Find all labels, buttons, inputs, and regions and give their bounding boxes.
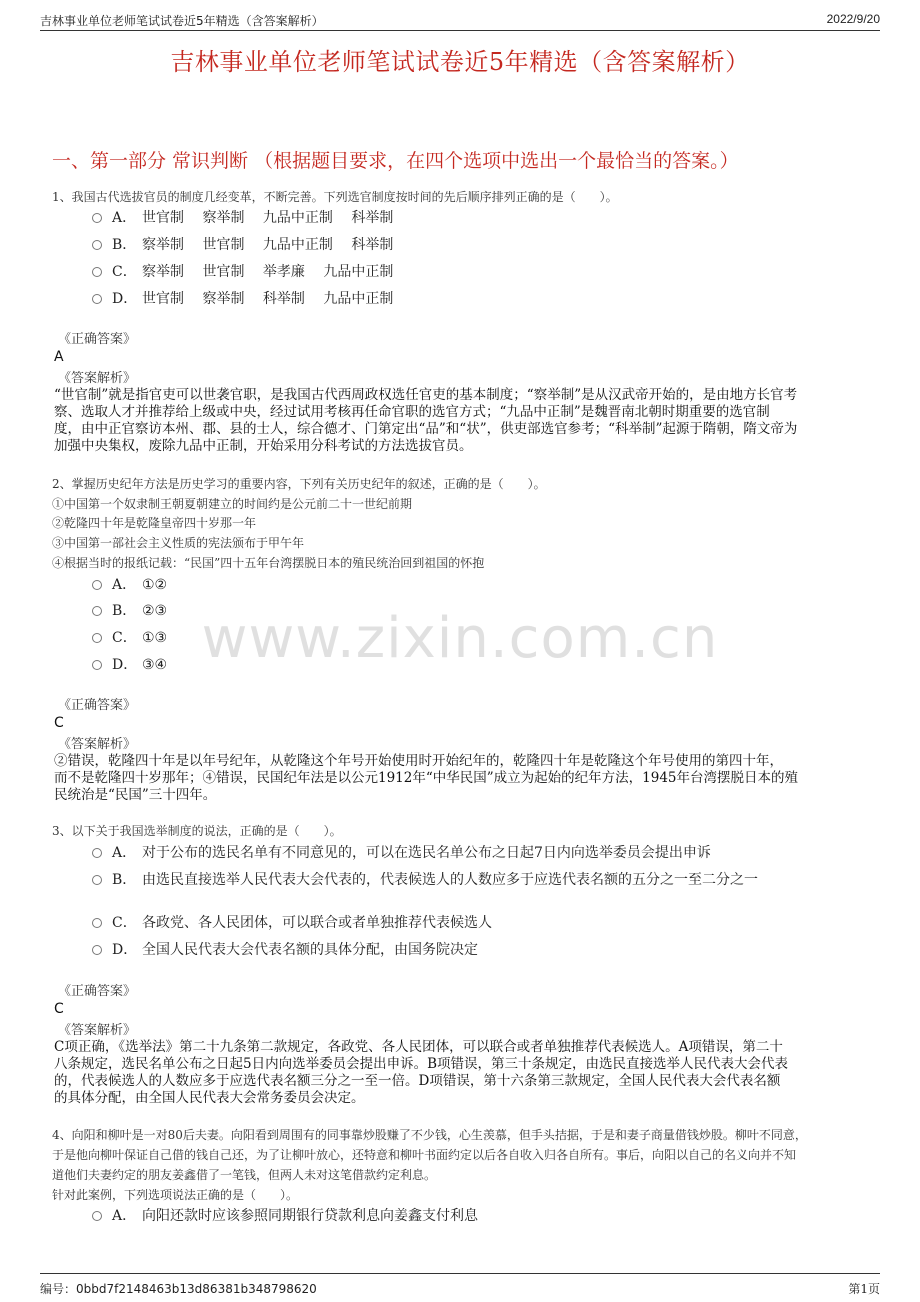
document-title: 吉林事业单位老师笔试试卷近5年精选（含答案解析）: [170, 48, 750, 76]
option-letter: D．: [112, 942, 138, 958]
explanation-line: 的具体分配，由全国人民代表大会常务委员会决定。: [54, 1090, 365, 1106]
question-stem-line: 针对此案例，下列选项说法正确的是（ ）。: [52, 1188, 299, 1202]
radio-icon[interactable]: [92, 875, 102, 885]
radio-icon[interactable]: [92, 945, 102, 955]
option-text: 察举制 世官制 九品中正制 科举制: [142, 237, 394, 253]
option-letter: A．: [112, 1208, 137, 1224]
option-c[interactable]: [92, 913, 492, 933]
option-letter: D．: [112, 657, 138, 673]
option-text: 由选民直接选举人民代表大会代表的，代表候选人的人数应多于应选代表名额的五分之一至二分之一: [142, 872, 758, 888]
radio-icon[interactable]: [92, 660, 102, 670]
explanation-line: 度，由中正官察访本州、郡、县的士人，综合德才、门第定出“品”和“状”，供吏部选官参考；“科举制”起源于隋朝，隋文帝为: [54, 421, 798, 437]
statement-item: ③中国第一部社会主义性质的宪法颁布于甲午年: [52, 536, 305, 550]
radio-icon[interactable]: [92, 633, 102, 643]
option-text: 向阳还款时应该参照同期银行贷款利息向姜鑫支付利息: [142, 1208, 478, 1224]
option-letter: A．: [112, 210, 137, 226]
header-doc-title: 吉林事业单位老师笔试试卷近5年精选（含答案解析）: [40, 14, 324, 28]
radio-icon[interactable]: [92, 580, 102, 590]
option-letter: C．: [112, 915, 137, 931]
page-footer: [40, 1273, 880, 1302]
option-letter: C．: [112, 264, 137, 280]
option-text: ①②: [142, 577, 168, 593]
correct-answer-label: 《正确答案》: [58, 332, 137, 347]
option-d[interactable]: [92, 940, 478, 960]
option-b[interactable]: [92, 870, 758, 890]
explanation-line: 加强中央集权，废除九品中正制，开始采用分科考试的方法选拔官员。: [54, 438, 473, 454]
option-letter: B．: [112, 603, 137, 619]
option-letter: C．: [112, 630, 137, 646]
option-letter: B．: [112, 872, 137, 888]
statement-item: ④根据当时的报纸记载：“民国”四十五年台湾摆脱日本的殖民统治回到祖国的怀抱: [52, 556, 485, 570]
correct-answer: A: [54, 349, 64, 365]
option-a[interactable]: [92, 208, 393, 228]
explanation-line: C项正确，《选举法》第二十九条第二款规定，各政党、各人民团体，可以联合或者单独推荐代表候选人。A项错误，第二十: [54, 1039, 783, 1055]
option-a[interactable]: [92, 843, 711, 863]
explanation-line: ②错误，乾隆四十年是以年号纪年，从乾隆这个年号开始使用时开始纪年的，乾隆四十年是乾隆这个年号使用的第四十年，: [54, 753, 783, 769]
radio-icon[interactable]: [92, 606, 102, 616]
option-d[interactable]: [92, 289, 393, 309]
radio-icon[interactable]: [92, 240, 102, 250]
explanation-line: 而不是乾隆四十岁那年；④错误，民国纪年法是以公元1912年“中华民国”成立为起始的纪年方法，1945年台湾摆脱日本的殖: [54, 770, 799, 786]
explanation-text: [54, 753, 870, 804]
statement-item: ①中国第一个奴隶制王朝夏朝建立的时间约是公元前二十一世纪前期: [52, 497, 413, 511]
option-text: 世官制 察举制 科举制 九品中正制: [142, 291, 394, 307]
explanation-line: 察、选取人才并推荐给上级或中央，经过试用考核再任命官职的选官方式；“九品中正制”是魏晋南北朝时期重要的选官制: [54, 404, 770, 420]
option-text: 各政党、各人民团体，可以联合或者单独推荐代表候选人: [142, 915, 492, 931]
correct-answer: C: [54, 1001, 64, 1017]
correct-answer: C: [54, 715, 64, 731]
option-text: 对于公布的选民名单有不同意见的，可以在选民名单公布之日起7日内向选举委员会提出申诉: [142, 845, 711, 861]
option-text: 全国人民代表大会代表名额的具体分配，由国务院决定: [142, 942, 478, 958]
radio-icon[interactable]: [92, 294, 102, 304]
document-id: 编号：0bbd7f2148463b13d86381b348798620: [40, 1282, 317, 1296]
explanation-line: 八条规定，选民名单公布之日起5日内向选举委员会提出申诉。B项错误，第三十条规定，由选民直接选举人民代表大会代表: [54, 1056, 789, 1072]
correct-answer-label: 《正确答案》: [58, 698, 137, 713]
option-text: 察举制 世官制 举孝廉 九品中正制: [142, 264, 394, 280]
question-stem: [52, 1125, 876, 1205]
option-b[interactable]: [92, 235, 393, 255]
page-number: 第1页: [848, 1282, 880, 1296]
header-date: 2022/9/20: [826, 12, 880, 26]
question-stem-line: 于是他向柳叶保证自己借的钱自己还，为了让柳叶放心，还特意和柳叶书面约定以后各自收入归各自所有。事后，向阳以自己的名义向并不知: [52, 1148, 797, 1162]
option-text: ③④: [142, 657, 168, 673]
option-text: ②③: [142, 603, 168, 619]
explanation-line: 民统治是“民国”三十四年。: [54, 787, 217, 803]
option-letter: D．: [112, 291, 138, 307]
explanation-line: 的，代表候选人的人数应多于应选代表名额三分之一至一倍。D项错误，第十六条第三款规定，全国人民代表大会代表名额: [54, 1073, 781, 1089]
question-stem-line: 4、向阳和柳叶是一对80后夫妻。向阳看到周围有的同事靠炒股赚了不少钱，心生羡慕，但手头拮据，于是和妻子商量借钱炒股。柳叶不同意，: [52, 1128, 807, 1142]
radio-icon[interactable]: [92, 1211, 102, 1221]
explanation-label: 《答案解析》: [58, 1023, 137, 1038]
explanation-label: 《答案解析》: [58, 737, 137, 752]
option-letter: B．: [112, 237, 137, 253]
option-letter: A．: [112, 845, 137, 861]
watermark: www.zixin.com.cn: [201, 606, 719, 671]
correct-answer-label: 《正确答案》: [58, 984, 137, 999]
question-stem: 3、以下关于我国选举制度的说法，正确的是（ ）。: [52, 824, 342, 838]
option-text: 世官制 察举制 九品中正制 科举制: [142, 210, 394, 226]
radio-icon[interactable]: [92, 213, 102, 223]
option-letter: A．: [112, 577, 137, 593]
explanation-line: “世官制”就是指官吏可以世袭官职，是我国古代西周政权选任官吏的基本制度；“察举制”是从汉武帝开始的，是由地方长官考: [54, 387, 798, 403]
option-b[interactable]: [92, 601, 167, 621]
explanation-text: [54, 1039, 870, 1107]
radio-icon[interactable]: [92, 848, 102, 858]
option-d[interactable]: [92, 655, 167, 675]
radio-icon[interactable]: [92, 267, 102, 277]
explanation-text: [54, 387, 870, 455]
page-header: [40, 0, 880, 31]
explanation-label: 《答案解析》: [58, 371, 137, 386]
question-stem: 2、掌握历史纪年方法是历史学习的重要内容，下列有关历史纪年的叙述，正确的是（ ）。: [52, 477, 546, 491]
option-c[interactable]: [92, 262, 393, 282]
option-c[interactable]: [92, 628, 167, 648]
radio-icon[interactable]: [92, 918, 102, 928]
option-text: ①③: [142, 630, 168, 646]
question-stem-line: 道他们夫妻约定的朋友姜鑫借了一笔钱，但两人未对这笔借款约定利息。: [52, 1168, 437, 1182]
option-a[interactable]: [92, 1206, 478, 1226]
section-heading: 一、第一部分 常识判断 （根据题目要求，在四个选项中选出一个最恰当的答案。）: [52, 150, 739, 172]
option-a[interactable]: [92, 575, 167, 595]
statement-item: ②乾隆四十年是乾隆皇帝四十岁那一年: [52, 516, 257, 530]
question-stem: 1、我国古代选拔官员的制度几经变革，不断完善。下列选官制度按时间的先后顺序排列正确的是（ ）。: [52, 190, 618, 204]
